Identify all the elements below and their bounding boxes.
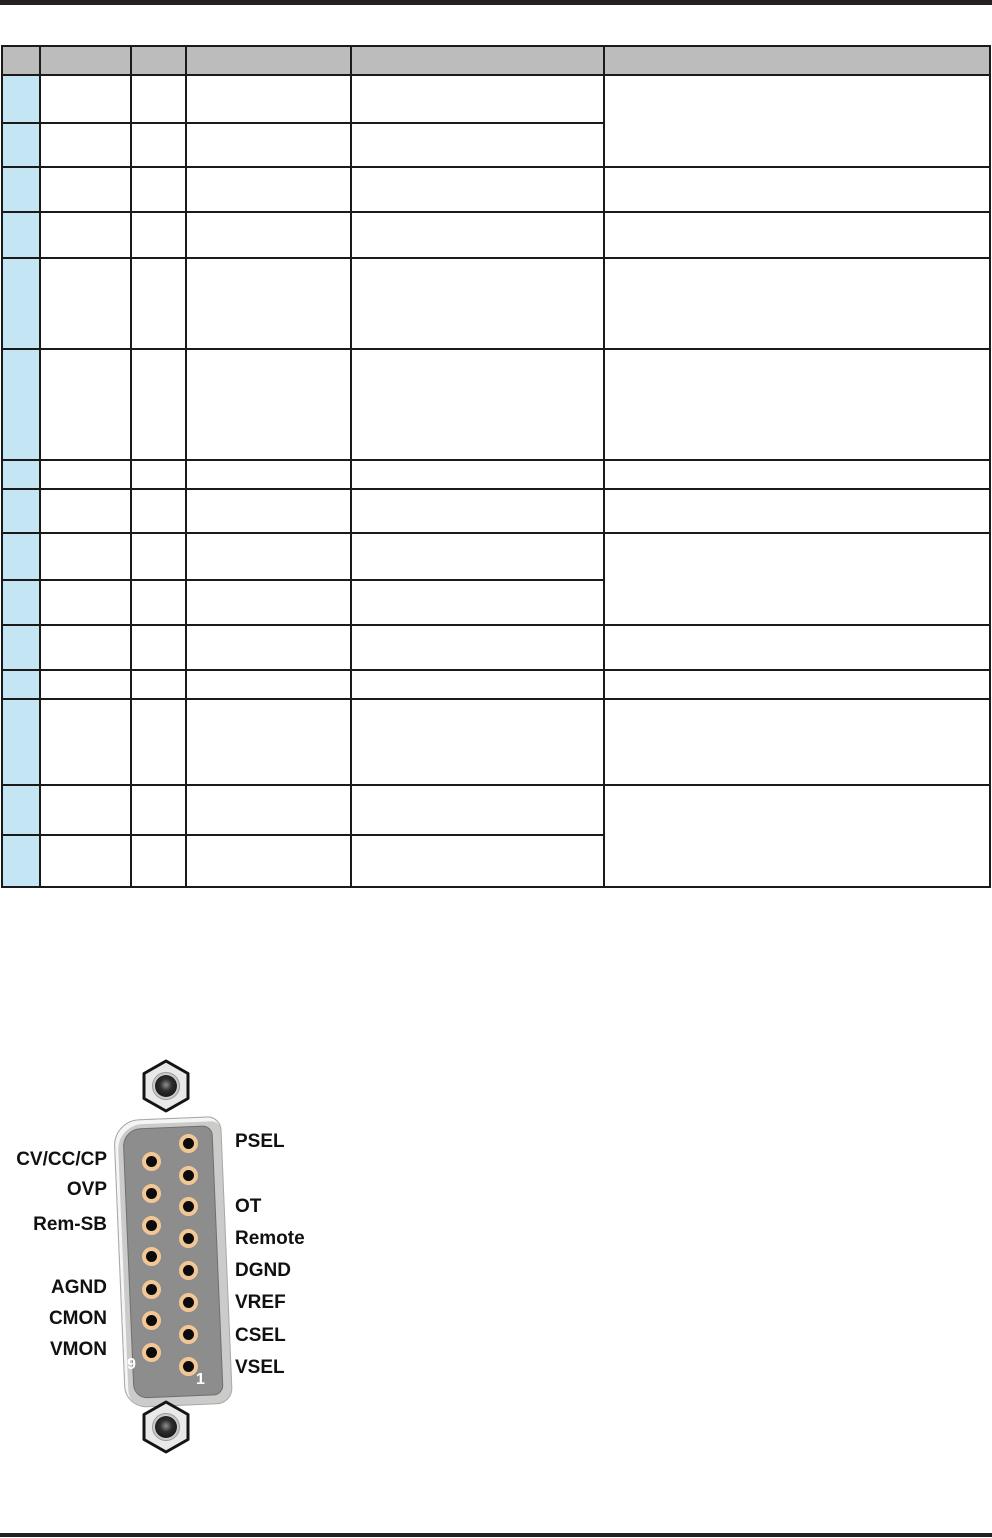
body-cell — [186, 785, 351, 835]
pin-cell — [2, 785, 40, 835]
body-cell — [40, 258, 131, 349]
body-cell — [186, 75, 351, 123]
body-cell — [40, 533, 131, 580]
body-cell — [131, 785, 186, 835]
table-row — [2, 533, 990, 580]
table-row — [2, 785, 990, 835]
body-cell — [351, 75, 604, 123]
header-cell — [604, 46, 990, 75]
header-cell — [131, 46, 186, 75]
body-cell — [604, 258, 990, 349]
body-cell — [186, 349, 351, 460]
body-cell — [131, 460, 186, 489]
body-cell — [186, 460, 351, 489]
body-cell — [186, 123, 351, 167]
pin-label-cv-cc-cp: CV/CC/CP — [16, 1149, 107, 1170]
body-cell — [40, 123, 131, 167]
body-cell — [351, 670, 604, 699]
connector-face — [122, 1125, 223, 1399]
body-cell — [604, 167, 990, 212]
pin-label-agnd: AGND — [51, 1277, 107, 1298]
header-row — [2, 46, 990, 75]
header-cell — [186, 46, 351, 75]
pin-cell — [2, 533, 40, 580]
body-cell — [186, 167, 351, 212]
body-cell — [40, 489, 131, 533]
body-cell — [604, 625, 990, 670]
pin-number-1: 1 — [196, 1371, 205, 1388]
pin-6 — [179, 1197, 198, 1216]
pin-label-psel: PSEL — [235, 1131, 285, 1152]
body-cell — [131, 123, 186, 167]
body-cell — [351, 533, 604, 580]
pin-12 — [142, 1247, 161, 1266]
pin-cell — [2, 625, 40, 670]
table-row — [2, 625, 990, 670]
body-cell — [351, 212, 604, 258]
body-cell — [186, 212, 351, 258]
pin-label-cmon: CMON — [48, 1308, 107, 1329]
pin-13 — [142, 1216, 161, 1235]
body-cell — [351, 258, 604, 349]
body-cell — [131, 75, 186, 123]
body-cell — [604, 349, 990, 460]
body-cell — [351, 699, 604, 785]
table-row — [2, 489, 990, 533]
pin-15 — [142, 1152, 161, 1171]
pin-number-9: 9 — [127, 1356, 136, 1373]
body-cell — [131, 625, 186, 670]
table-row — [2, 699, 990, 785]
pin-5 — [179, 1229, 198, 1248]
body-cell — [351, 349, 604, 460]
table-row — [2, 460, 990, 489]
pin-cell — [2, 212, 40, 258]
pin-cell — [2, 670, 40, 699]
body-cell — [40, 835, 131, 887]
body-cell — [604, 489, 990, 533]
body-cell — [40, 580, 131, 625]
body-cell — [40, 670, 131, 699]
page-top-bar — [0, 0, 992, 5]
pin-14 — [142, 1184, 161, 1203]
pin-cell — [2, 258, 40, 349]
pin-label-vmon: VMON — [50, 1339, 107, 1360]
body-cell — [604, 460, 990, 489]
pin-cell — [2, 75, 40, 123]
header-cell — [351, 46, 604, 75]
body-cell — [40, 349, 131, 460]
body-cell — [131, 699, 186, 785]
screw-nut-icon — [142, 1400, 190, 1454]
pin-label-remote: Remote — [235, 1228, 305, 1249]
pin-7 — [179, 1166, 198, 1185]
table-row — [2, 212, 990, 258]
body-cell — [186, 533, 351, 580]
body-cell-merged — [604, 785, 990, 887]
body-cell — [186, 670, 351, 699]
body-cell — [186, 625, 351, 670]
body-cell — [131, 835, 186, 887]
pin-4 — [179, 1261, 198, 1280]
body-cell — [40, 785, 131, 835]
body-cell — [604, 699, 990, 785]
pin-8 — [179, 1134, 198, 1153]
body-cell — [131, 212, 186, 258]
body-cell — [604, 212, 990, 258]
body-cell — [351, 835, 604, 887]
body-cell — [351, 123, 604, 167]
pin-cell — [2, 699, 40, 785]
table-row — [2, 167, 990, 212]
body-cell — [351, 625, 604, 670]
pin-cell — [2, 123, 40, 167]
pin-cell — [2, 460, 40, 489]
body-cell — [351, 489, 604, 533]
body-cell — [40, 625, 131, 670]
body-cell — [131, 258, 186, 349]
body-cell — [40, 167, 131, 212]
table-row — [2, 349, 990, 460]
table-row — [2, 670, 990, 699]
pin-table — [1, 45, 991, 888]
body-cell — [186, 699, 351, 785]
body-cell — [131, 670, 186, 699]
header-cell — [40, 46, 131, 75]
body-cell — [131, 489, 186, 533]
pin-label-ot: OT — [235, 1196, 262, 1217]
pin-cell — [2, 835, 40, 887]
body-cell — [40, 212, 131, 258]
body-cell — [131, 349, 186, 460]
body-cell — [40, 460, 131, 489]
pin-label-dgnd: DGND — [235, 1260, 291, 1281]
body-cell — [351, 785, 604, 835]
header-cell — [2, 46, 40, 75]
body-cell — [40, 75, 131, 123]
pin-label-vsel: VSEL — [235, 1357, 285, 1378]
pin-cell — [2, 167, 40, 212]
pin-label-csel: CSEL — [235, 1325, 286, 1346]
body-cell — [131, 580, 186, 625]
pin-10 — [142, 1311, 161, 1330]
pin-cell — [2, 580, 40, 625]
body-cell — [131, 167, 186, 212]
body-cell — [351, 580, 604, 625]
body-cell — [604, 670, 990, 699]
body-cell-merged — [604, 533, 990, 625]
screw-nut-icon — [142, 1059, 190, 1113]
pin-label-rem-sb: Rem-SB — [33, 1214, 107, 1235]
body-cell — [186, 835, 351, 887]
body-cell — [351, 460, 604, 489]
pin-label-vref: VREF — [235, 1292, 286, 1313]
table-row — [2, 75, 990, 123]
body-cell-merged — [604, 75, 990, 167]
body-cell — [186, 258, 351, 349]
pin-cell — [2, 349, 40, 460]
pin-2 — [179, 1325, 198, 1344]
page-bottom-rule — [0, 1533, 992, 1537]
pin-label-ovp: OVP — [66, 1179, 107, 1200]
pin-11 — [142, 1280, 161, 1299]
body-cell — [186, 580, 351, 625]
pin-9 — [142, 1343, 161, 1362]
body-cell — [186, 489, 351, 533]
pin-3 — [179, 1293, 198, 1312]
body-cell — [40, 699, 131, 785]
body-cell — [351, 167, 604, 212]
body-cell — [131, 533, 186, 580]
pin-cell — [2, 489, 40, 533]
table-row — [2, 258, 990, 349]
connector-figure — [0, 1050, 420, 1490]
